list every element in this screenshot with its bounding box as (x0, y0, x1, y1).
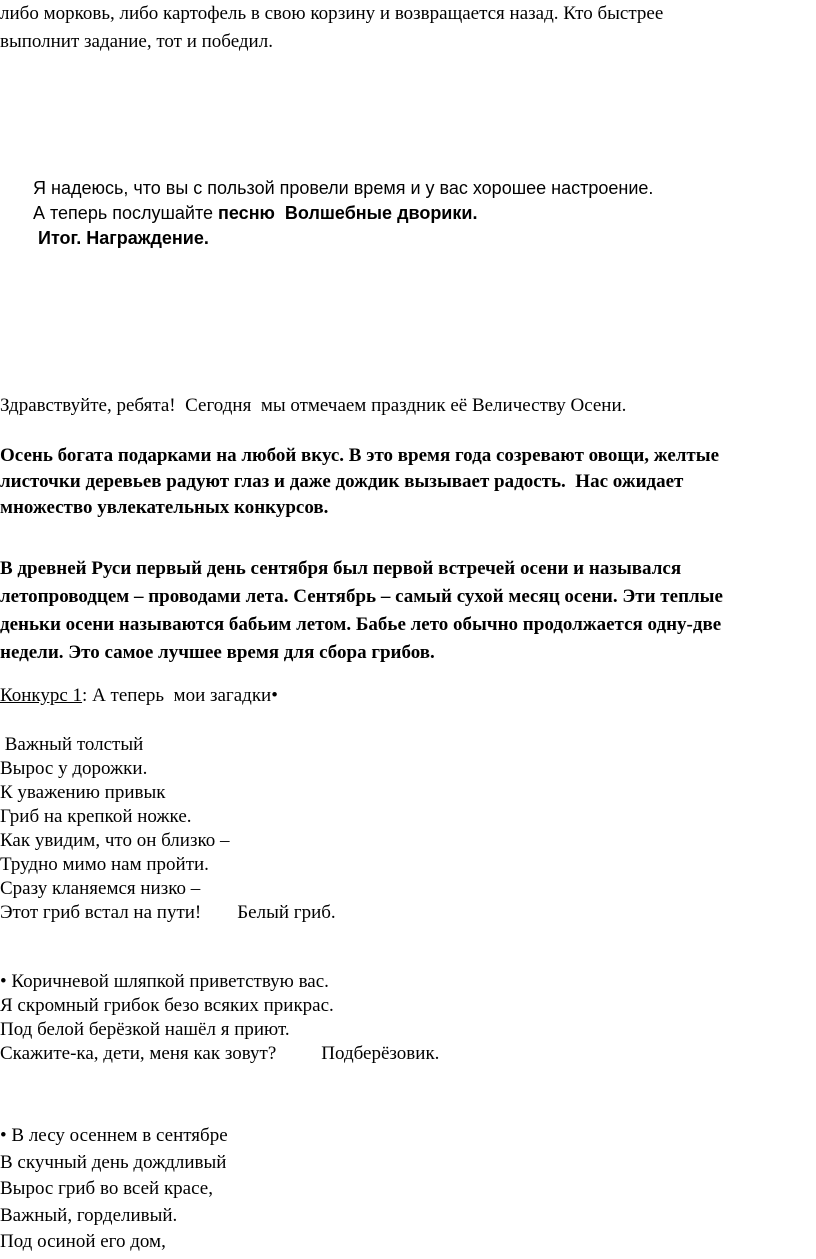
riddle-line: Гриб на крепкой ножке. (0, 806, 192, 827)
autumn-line: Осень богата подарками на любой вкус. В это время года созревают овощи, желтые (0, 445, 720, 466)
closing-line-2-prefix: А теперь послушайте (33, 203, 219, 223)
autumn-line: множество увлекательных конкурсов. (0, 497, 329, 518)
greeting-line: Здравствуйте, ребята! Сегодня мы отмечаем праздник её Величеству Осени. (0, 395, 627, 416)
closing-block (33, 176, 653, 251)
intro-line: либо морковь, либо картофель в свою корзину и возвращается назад. Кто быстрее (0, 3, 664, 24)
rus-line: недели. Это самое лучшее время для сбора грибов. (0, 642, 435, 663)
contest-rest: : А теперь мои загадки• (82, 685, 278, 706)
riddle-line: Вырос у дорожки. (0, 758, 148, 779)
autumn-line: листочки деревьев радуют глаз и даже дождик вызывает радость. Нас ожидает (0, 471, 684, 492)
riddle-line: Сразу кланяемся низко – (0, 878, 201, 899)
rus-line: В древней Руси первый день сентября был первой встречей осени и назывался (0, 558, 682, 579)
riddle-answer: Белый гриб. (237, 902, 336, 923)
riddle-line: Этот гриб встал на пути! (0, 902, 202, 923)
riddle-line: • Коричневой шляпкой приветствую вас. (0, 971, 329, 992)
riddle-line: Под осиной его дом, (0, 1231, 166, 1252)
contest-heading (0, 684, 278, 708)
riddle-3 (0, 1123, 228, 1256)
closing-line-2 (33, 201, 653, 226)
riddle-line: Важный толстый (0, 734, 144, 755)
riddle-line: Скажите-ка, дети, меня как зовут? (0, 1043, 277, 1064)
rus-line: летопроводцем – проводами лета. Сентябрь – самый сухой месяц осени. Эти теплые (0, 586, 723, 607)
closing-line-3: Итог. Награждение. (38, 228, 209, 248)
riddle-line: Трудно мимо нам пройти. (0, 854, 209, 875)
closing-line-1: Я надеюсь, что вы с пользой провели время и у вас хорошее настроение. (33, 178, 654, 198)
riddle-line: • В лесу осеннем в сентябре (0, 1125, 228, 1146)
riddle-answer: Подберёзовик. (321, 1043, 440, 1064)
riddle-line: К уважению привык (0, 782, 166, 803)
rus-paragraph (0, 555, 723, 667)
riddle-line: Вырос гриб во всей красе, (0, 1178, 213, 1199)
riddle-line: Как увидим, что он близко – (0, 830, 230, 851)
riddle-2 (0, 970, 439, 1066)
greeting (0, 394, 626, 418)
intro-paragraph (0, 2, 663, 54)
riddle-1 (0, 733, 336, 925)
song-title: песню Волшебные дворики. (218, 203, 478, 223)
autumn-paragraph (0, 443, 719, 521)
riddle-line: Под белой берёзкой нашёл я приют. (0, 1019, 290, 1040)
rus-line: деньки осени называются бабьим летом. Бабье лето обычно продолжается одну-две (0, 614, 722, 635)
riddle-line: Важный, горделивый. (0, 1204, 178, 1226)
riddle-line: Я скромный грибок безо всяких прикрас. (0, 995, 334, 1016)
contest-label: Конкурс 1 (0, 685, 83, 706)
riddle-line: В скучный день дождливый (0, 1151, 227, 1173)
intro-line: выполнит задание, тот и победил. (0, 31, 273, 52)
